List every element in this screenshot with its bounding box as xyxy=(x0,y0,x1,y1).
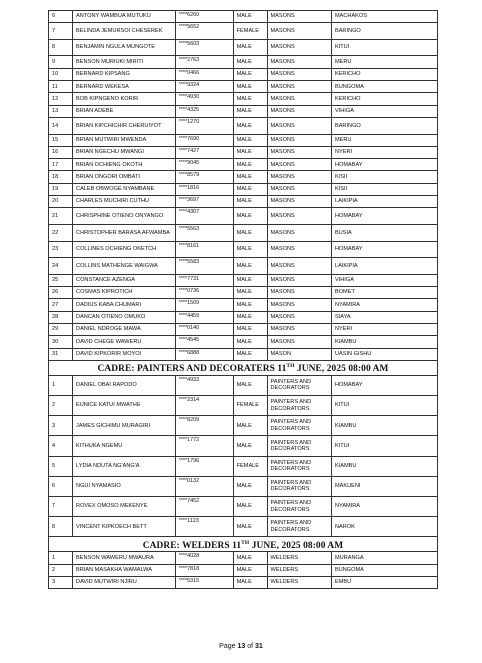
gender-cell: MALE xyxy=(233,496,267,516)
gender-cell: MALE xyxy=(233,105,267,117)
name-cell: BERNARD KIPSANG xyxy=(73,68,176,80)
row-number: 8 xyxy=(49,517,73,537)
row-number: 7 xyxy=(49,23,73,40)
row-number: 20 xyxy=(49,196,73,208)
table-row xyxy=(49,416,438,436)
id-cell: ****7690 xyxy=(175,134,233,146)
table-row xyxy=(49,117,438,134)
table-row xyxy=(49,517,438,537)
table-row xyxy=(49,375,438,395)
county-cell: VIHIGA xyxy=(331,105,437,117)
id-cell: ****8579 xyxy=(175,171,233,183)
name-cell: BENSON MURIUKI MIRITI xyxy=(73,56,176,68)
table-row xyxy=(49,552,438,564)
trade-cell: PAINTERS AND DECORATORS xyxy=(267,476,331,496)
trade-cell: MASONS xyxy=(267,224,331,241)
table-row xyxy=(49,23,438,40)
name-cell: CHRISPHINE OTIENO ONYANGO xyxy=(73,208,176,225)
id-cell: ****5583 xyxy=(175,258,233,275)
gender-cell: MALE xyxy=(233,274,267,286)
trade-cell: PAINTERS AND DECORATORS xyxy=(267,416,331,436)
name-cell: BENJAMIN NGULA MUNGOTE xyxy=(73,39,176,56)
table-row xyxy=(49,496,438,516)
row-number: 23 xyxy=(49,241,73,258)
table-row xyxy=(49,456,438,476)
county-cell: EMBU xyxy=(331,576,437,588)
county-cell: UASIN GISHU xyxy=(331,348,437,360)
id-cell: ****1123 xyxy=(175,517,233,537)
trade-cell: MASONS xyxy=(267,287,331,299)
table-row xyxy=(49,146,438,158)
table-row xyxy=(49,258,438,275)
table-row xyxy=(49,395,438,415)
row-number: 19 xyxy=(49,183,73,195)
trade-cell: MASONS xyxy=(267,11,331,23)
id-cell: ****7427 xyxy=(175,146,233,158)
table-row xyxy=(49,299,438,311)
id-cell: ****4307 xyxy=(175,208,233,225)
trade-cell: PAINTERS AND DECORATORS xyxy=(267,375,331,395)
county-cell: NYERI xyxy=(331,146,437,158)
name-cell: DANIEL OBAI RAPODO xyxy=(73,375,176,395)
row-number: 2 xyxy=(49,395,73,415)
table-row xyxy=(49,274,438,286)
gender-cell: MALE xyxy=(233,134,267,146)
county-cell: HOMABAY xyxy=(331,375,437,395)
trade-cell: MASONS xyxy=(267,68,331,80)
county-cell: KIAMBU xyxy=(331,336,437,348)
section-heading-painters: CADRE: PAINTERS AND DECORATERS 11TH JUNE, 2025 08:00 AM xyxy=(49,360,438,375)
trade-cell: PAINTERS AND DECORATORS xyxy=(267,395,331,415)
county-cell: KIAMBU xyxy=(331,456,437,476)
county-cell: MERU xyxy=(331,56,437,68)
name-cell: DAVID CHEGE WAWERU xyxy=(73,336,176,348)
table-row xyxy=(49,81,438,93)
row-number: 10 xyxy=(49,68,73,80)
gender-cell: MALE xyxy=(233,39,267,56)
trade-cell: MASONS xyxy=(267,93,331,105)
trade-cell: MASONS xyxy=(267,208,331,225)
trade-cell: MASONS xyxy=(267,299,331,311)
name-cell: EUNICE KATUI MWATHE xyxy=(73,395,176,415)
gender-cell: MALE xyxy=(233,171,267,183)
county-cell: KITUI xyxy=(331,39,437,56)
county-cell: NYERI xyxy=(331,323,437,335)
gender-cell: MALE xyxy=(233,146,267,158)
page-number: 13 xyxy=(237,643,246,650)
gender-cell: MALE xyxy=(233,258,267,275)
id-cell: ****5603 xyxy=(175,39,233,56)
trade-cell: WELDERS xyxy=(267,564,331,576)
name-cell: BRIAN NGECHU MWANGI xyxy=(73,146,176,158)
row-number: 1 xyxy=(49,375,73,395)
painters-section xyxy=(49,375,438,537)
county-cell: BUSIA xyxy=(331,224,437,241)
name-cell: ROVEX OMOSO MEKENYE xyxy=(73,496,176,516)
gender-cell: MALE xyxy=(233,241,267,258)
trade-cell: PAINTERS AND DECORATORS xyxy=(267,496,331,516)
trade-cell: MASONS xyxy=(267,105,331,117)
trade-cell: MASONS xyxy=(267,196,331,208)
gender-cell: MALE xyxy=(233,552,267,564)
id-cell: ****0736 xyxy=(175,287,233,299)
county-cell: NYAMIRA xyxy=(331,496,437,516)
trade-cell: MASONS xyxy=(267,311,331,323)
name-cell: DANCAN OTIENO OMUKO xyxy=(73,311,176,323)
trade-cell: WELDERS xyxy=(267,552,331,564)
county-cell: BOMET xyxy=(331,287,437,299)
county-cell: NAROK xyxy=(331,517,437,537)
name-cell: BERNARD WEKESA xyxy=(73,81,176,93)
row-number: 5 xyxy=(49,456,73,476)
gender-cell: MALE xyxy=(233,208,267,225)
id-cell: ****7818 xyxy=(175,564,233,576)
county-cell: KITUI xyxy=(331,436,437,456)
county-cell: KERICHO xyxy=(331,68,437,80)
painters-heading-section xyxy=(49,360,438,375)
trade-cell: MASONS xyxy=(267,258,331,275)
row-number: 21 xyxy=(49,208,73,225)
trade-cell: MASONS xyxy=(267,146,331,158)
trade-cell: MASONS xyxy=(267,23,331,40)
name-cell: KITHUKA NGEMU xyxy=(73,436,176,456)
name-cell: JAMES GICHIMU MURAGIRI xyxy=(73,416,176,436)
county-cell: LAIKIPIA xyxy=(331,258,437,275)
row-number: 22 xyxy=(49,224,73,241)
trade-cell: PAINTERS AND DECORATORS xyxy=(267,456,331,476)
name-cell: BENSON WAWERU MWAURA xyxy=(73,552,176,564)
welders-section xyxy=(49,552,438,589)
table-row xyxy=(49,224,438,241)
county-cell: NYAMIRA xyxy=(331,299,437,311)
id-cell: ****8161 xyxy=(175,241,233,258)
id-cell: ****4933 xyxy=(175,375,233,395)
name-cell: BRIAN ONGORI OMBATI xyxy=(73,171,176,183)
document-page xyxy=(48,10,438,589)
county-cell: MAKUENI xyxy=(331,476,437,496)
gender-cell: MALE xyxy=(233,117,267,134)
gender-cell: MALE xyxy=(233,564,267,576)
table-row xyxy=(49,564,438,576)
row-number: 16 xyxy=(49,146,73,158)
welders-heading-section xyxy=(49,537,438,552)
table-row xyxy=(49,311,438,323)
row-number: 17 xyxy=(49,159,73,171)
county-cell: MERU xyxy=(331,134,437,146)
table-row xyxy=(49,241,438,258)
id-cell: ****5563 xyxy=(175,224,233,241)
table-row xyxy=(49,323,438,335)
row-number: 31 xyxy=(49,348,73,360)
trade-cell: MASONS xyxy=(267,56,331,68)
row-number: 24 xyxy=(49,258,73,275)
trade-cell: MASONS xyxy=(267,159,331,171)
row-number: 2 xyxy=(49,564,73,576)
table-row xyxy=(49,287,438,299)
gender-cell: MALE xyxy=(233,416,267,436)
row-number: 1 xyxy=(49,552,73,564)
table-row xyxy=(49,56,438,68)
name-cell: DAVID KIPKORIR MOYOI xyxy=(73,348,176,360)
trade-cell: MASON xyxy=(267,348,331,360)
name-cell: COLLINES OCHIENG OKETCH xyxy=(73,241,176,258)
name-cell: COSMAS KIPROTICH xyxy=(73,287,176,299)
name-cell: VINCENT KIPKOECH BETT xyxy=(73,517,176,537)
id-cell: ****9324 xyxy=(175,81,233,93)
id-cell: ****1509 xyxy=(175,299,233,311)
trade-cell: MASONS xyxy=(267,183,331,195)
gender-cell: FEMALE xyxy=(233,395,267,415)
name-cell: BRIAN OCHIENG OKOTH xyxy=(73,159,176,171)
id-cell: ****1816 xyxy=(175,183,233,195)
table-row xyxy=(49,196,438,208)
gender-cell: MALE xyxy=(233,196,267,208)
id-cell: ****4459 xyxy=(175,311,233,323)
gender-cell: MALE xyxy=(233,517,267,537)
id-cell: ****7731 xyxy=(175,274,233,286)
trade-cell: MASONS xyxy=(267,323,331,335)
table-row xyxy=(49,11,438,23)
trade-cell: MASONS xyxy=(267,81,331,93)
gender-cell: MALE xyxy=(233,11,267,23)
table-row xyxy=(49,476,438,496)
name-cell: BELINDA JEMURSOI CHESEREK xyxy=(73,23,176,40)
name-cell: DADIUS KABA CHUMARI xyxy=(73,299,176,311)
id-cell: ****2763 xyxy=(175,56,233,68)
name-cell: COLLINS MATHENGE WAIGWA xyxy=(73,258,176,275)
trade-cell: MASONS xyxy=(267,274,331,286)
gender-cell: MALE xyxy=(233,81,267,93)
name-cell: BOB KIPNGENO KORIR xyxy=(73,93,176,105)
trade-cell: MASONS xyxy=(267,241,331,258)
table-row xyxy=(49,93,438,105)
masons-section xyxy=(49,11,438,361)
gender-cell: MALE xyxy=(233,348,267,360)
table-row xyxy=(49,39,438,56)
table-row xyxy=(49,576,438,588)
table-row xyxy=(49,348,438,360)
county-cell: LAIKIPIA xyxy=(331,196,437,208)
gender-cell: MALE xyxy=(233,576,267,588)
name-cell: BRIAN MASAKHA WAMALWA xyxy=(73,564,176,576)
county-cell: VIHIGA xyxy=(331,274,437,286)
county-cell: KERICHO xyxy=(331,93,437,105)
table-row xyxy=(49,208,438,225)
id-cell: ****3697 xyxy=(175,196,233,208)
id-cell: ****6888 xyxy=(175,348,233,360)
id-cell: ****0466 xyxy=(175,68,233,80)
id-cell: ****4545 xyxy=(175,336,233,348)
section-heading-welders: CADRE: WELDERS 11TH JUNE, 2025 08:00 AM xyxy=(49,537,438,552)
county-cell: KIAMBU xyxy=(331,416,437,436)
row-number: 3 xyxy=(49,416,73,436)
row-number: 11 xyxy=(49,81,73,93)
gender-cell: MALE xyxy=(233,287,267,299)
gender-cell: MALE xyxy=(233,311,267,323)
name-cell: CHARLES MUCHIRI CUTHU xyxy=(73,196,176,208)
table-row xyxy=(49,183,438,195)
row-number: 29 xyxy=(49,323,73,335)
gender-cell: MALE xyxy=(233,93,267,105)
county-cell: KISII xyxy=(331,171,437,183)
county-cell: MURANGA xyxy=(331,552,437,564)
gender-cell: MALE xyxy=(233,56,267,68)
gender-cell: MALE xyxy=(233,183,267,195)
row-number: 6 xyxy=(49,11,73,23)
row-number: 26 xyxy=(49,287,73,299)
county-cell: KISII xyxy=(331,183,437,195)
row-number: 28 xyxy=(49,311,73,323)
county-cell: BUNGOMA xyxy=(331,564,437,576)
table-row xyxy=(49,171,438,183)
id-cell: ****4930 xyxy=(175,93,233,105)
table-row xyxy=(49,68,438,80)
gender-cell: MALE xyxy=(233,224,267,241)
row-number: 25 xyxy=(49,274,73,286)
trade-cell: PAINTERS AND DECORATORS xyxy=(267,517,331,537)
gender-cell: MALE xyxy=(233,159,267,171)
page-total: 31 xyxy=(255,643,263,650)
trade-cell: MASONS xyxy=(267,336,331,348)
row-number: 27 xyxy=(49,299,73,311)
trade-cell: MASONS xyxy=(267,171,331,183)
name-cell: CONSTANCE AZENGA xyxy=(73,274,176,286)
gender-cell: MALE xyxy=(233,68,267,80)
table-row xyxy=(49,436,438,456)
gender-cell: FEMALE xyxy=(233,456,267,476)
row-number: 30 xyxy=(49,336,73,348)
row-number: 3 xyxy=(49,576,73,588)
name-cell: CALEB OBWOGE NYAMBANE xyxy=(73,183,176,195)
id-cell: ****6260 xyxy=(175,11,233,23)
row-number: 14 xyxy=(49,117,73,134)
county-cell: KITUI xyxy=(331,395,437,415)
county-cell: BARINGO xyxy=(331,117,437,134)
county-cell: BUNGOMA xyxy=(331,81,437,93)
gender-cell: MALE xyxy=(233,476,267,496)
page-footer: Page 13 of 31 xyxy=(219,643,263,650)
name-cell: LYDIA NDUTA NG'ANG'A xyxy=(73,456,176,476)
id-cell: ****1796 xyxy=(175,456,233,476)
id-cell: ****4325 xyxy=(175,105,233,117)
name-cell: CHRISTOPHER BARASA AFWAMBA xyxy=(73,224,176,241)
gender-cell: MALE xyxy=(233,299,267,311)
id-cell: ****9045 xyxy=(175,159,233,171)
trade-cell: WELDERS xyxy=(267,576,331,588)
name-cell: BRIAN MUTWIRI MWENDA xyxy=(73,134,176,146)
id-cell: ****1772 xyxy=(175,436,233,456)
candidates-table xyxy=(48,10,438,589)
table-row xyxy=(49,159,438,171)
row-number: 15 xyxy=(49,134,73,146)
row-number: 12 xyxy=(49,93,73,105)
county-cell: SIAYA xyxy=(331,311,437,323)
name-cell: DAVID MUTWIRI NJIRU xyxy=(73,576,176,588)
trade-cell: PAINTERS AND DECORATORS xyxy=(267,436,331,456)
row-number: 18 xyxy=(49,171,73,183)
county-cell: HOMABAY xyxy=(331,208,437,225)
id-cell: ****0140 xyxy=(175,323,233,335)
table-row xyxy=(49,336,438,348)
row-number: 6 xyxy=(49,476,73,496)
table-row xyxy=(49,105,438,117)
id-cell: ****7452 xyxy=(175,496,233,516)
county-cell: BARINGO xyxy=(331,23,437,40)
id-cell: ****1270 xyxy=(175,117,233,134)
name-cell: ANTONY WAMBUA MUTUKU xyxy=(73,11,176,23)
county-cell: HOMABAY xyxy=(331,241,437,258)
row-number: 7 xyxy=(49,496,73,516)
table-row xyxy=(49,134,438,146)
id-cell: ****2314 xyxy=(175,395,233,415)
trade-cell: MASONS xyxy=(267,39,331,56)
name-cell: DANIEL NDROGE MAWA xyxy=(73,323,176,335)
row-number: 8 xyxy=(49,39,73,56)
row-number: 13 xyxy=(49,105,73,117)
gender-cell: MALE xyxy=(233,323,267,335)
id-cell: ****5315 xyxy=(175,576,233,588)
row-number: 4 xyxy=(49,436,73,456)
name-cell: NGUI NYAMASIO xyxy=(73,476,176,496)
id-cell: ****5652 xyxy=(175,23,233,40)
row-number: 9 xyxy=(49,56,73,68)
name-cell: BRIAN ADEBE xyxy=(73,105,176,117)
gender-cell: MALE xyxy=(233,336,267,348)
gender-cell: FEMALE xyxy=(233,23,267,40)
county-cell: HOMABAY xyxy=(331,159,437,171)
name-cell: BRIAN KIPCHICHIR CHERUIYOT xyxy=(73,117,176,134)
id-cell: ****8209 xyxy=(175,416,233,436)
gender-cell: MALE xyxy=(233,436,267,456)
id-cell: ****4028 xyxy=(175,552,233,564)
gender-cell: MALE xyxy=(233,375,267,395)
trade-cell: MASONS xyxy=(267,134,331,146)
county-cell: MACHAKOS xyxy=(331,11,437,23)
trade-cell: MASONS xyxy=(267,117,331,134)
id-cell: ****0132 xyxy=(175,476,233,496)
